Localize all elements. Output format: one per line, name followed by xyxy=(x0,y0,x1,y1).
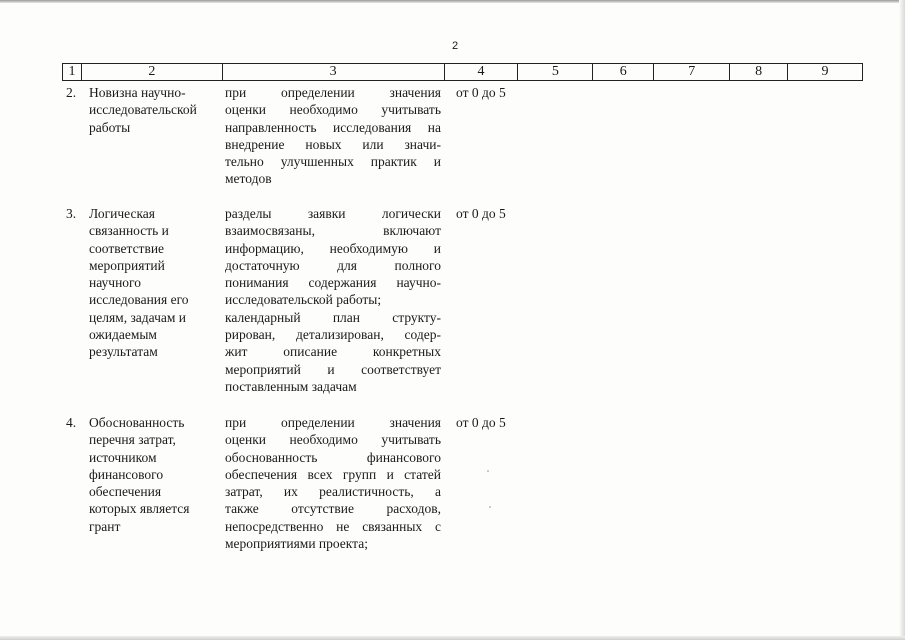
description-line: обоснованность финансового xyxy=(225,449,441,465)
criterion-line: работы xyxy=(89,119,131,135)
criterion-line: перечня затрат, xyxy=(89,432,176,448)
row-number: 2. xyxy=(66,85,77,100)
criterion-line: Новизна научно- xyxy=(89,85,186,100)
description-line: календарный план структу- xyxy=(225,309,441,325)
criterion-line: результатам xyxy=(89,344,158,360)
description-line: достаточную для полного xyxy=(225,257,441,273)
criterion-line: мероприятий xyxy=(89,257,165,273)
criterion-line: ожидаемым xyxy=(89,327,157,343)
criterion-line: исследования его xyxy=(89,292,189,308)
description-text xyxy=(225,205,441,395)
column-header: 4 xyxy=(445,64,519,80)
description-line: при определении значения xyxy=(225,415,441,430)
column-header: 8 xyxy=(730,64,788,80)
description-line: исследовательской работы; xyxy=(225,292,382,308)
row-number: 4. xyxy=(66,415,77,430)
criterion-line: соответствие xyxy=(89,240,165,256)
criterion-line: источником xyxy=(89,449,157,465)
criterion-line: связанность и xyxy=(89,223,169,239)
column-header: 3 xyxy=(223,64,445,80)
description-line: оценки необходимо учитывать xyxy=(225,102,441,118)
scan-speck xyxy=(489,506,491,508)
description-line: методов xyxy=(225,171,272,187)
description-line: разделы заявки логически xyxy=(225,206,441,221)
description-line: направленность исследования на xyxy=(225,119,441,135)
description-line: оценки необходимо учитывать xyxy=(225,432,441,448)
description-line: взаимосвязаны, включают xyxy=(225,223,441,239)
column-header: 9 xyxy=(788,64,863,80)
description-line: также отсутствие расходов, xyxy=(225,501,441,517)
criterion-line: научного xyxy=(89,275,141,291)
description-text xyxy=(225,84,441,188)
page-number: 2 xyxy=(452,40,459,52)
criterion-line: финансового xyxy=(89,466,164,482)
criterion-line: исследовательской xyxy=(89,102,197,118)
description-line: тельно улучшенных практик и xyxy=(225,154,441,170)
criterion-line: целям, задачам и xyxy=(89,309,187,325)
score-range: от 0 до 5 xyxy=(456,206,506,221)
description-line: затрат, их реалистичность, а xyxy=(225,484,441,500)
description-line: мероприятиями проекта; xyxy=(225,536,368,552)
column-header: 1 xyxy=(63,64,82,80)
description-text xyxy=(225,414,441,552)
scan-edge-right xyxy=(899,0,905,640)
description-line: внедрение новых или значи- xyxy=(225,136,441,152)
scan-speck xyxy=(487,470,489,472)
criterion-line: грант xyxy=(89,518,121,534)
description-line: рирован, детализирован, содер- xyxy=(225,327,441,343)
criterion-line: Обоснованность xyxy=(89,415,185,430)
scan-edge-top xyxy=(0,0,905,3)
column-header: 6 xyxy=(593,64,654,80)
criterion-line: обеспечения xyxy=(89,484,162,500)
description-line: мероприятий и соответствует xyxy=(225,361,441,377)
score-range: от 0 до 5 xyxy=(456,85,506,100)
row-number: 3. xyxy=(66,206,77,221)
scan-edge-bottom xyxy=(0,636,905,640)
description-line: непосредственно не связанных с xyxy=(225,518,441,534)
column-header: 7 xyxy=(654,64,730,80)
description-line: обеспечения всех групп и статей xyxy=(225,466,441,482)
criterion-text xyxy=(89,414,214,535)
score-range: от 0 до 5 xyxy=(456,415,506,430)
description-line: информацию, необходимую и xyxy=(225,240,441,256)
column-number-header xyxy=(62,63,863,81)
description-line: при определении значения xyxy=(225,85,441,100)
criterion-text xyxy=(89,205,214,361)
criterion-line: Логическая xyxy=(89,206,155,221)
description-line: понимания содержания научно- xyxy=(225,275,441,291)
description-line: поставленным задачам xyxy=(225,378,357,394)
criterion-line: которых является xyxy=(89,501,190,517)
column-header: 2 xyxy=(82,64,223,80)
description-line: жит описание конкретных xyxy=(225,344,441,360)
column-header: 5 xyxy=(518,64,593,80)
criterion-text xyxy=(89,84,214,136)
